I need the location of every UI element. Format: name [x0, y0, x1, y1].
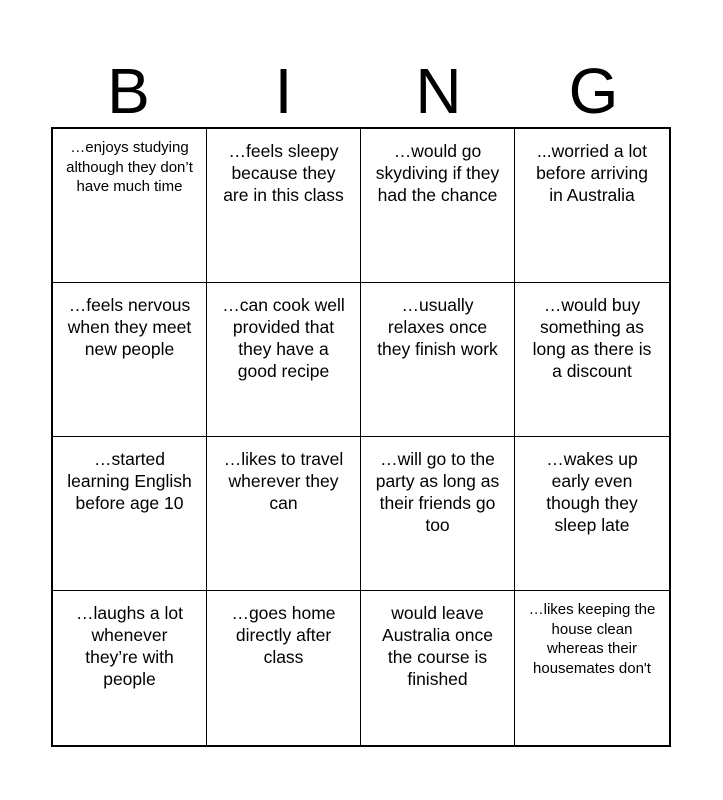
- bingo-cell[interactable]: [515, 591, 669, 745]
- bingo-cell[interactable]: [53, 129, 207, 283]
- bingo-cell[interactable]: [515, 129, 669, 283]
- bingo-cell[interactable]: [361, 591, 515, 745]
- bingo-cell-text: …laughs a lot whenever they’re with people: [75, 603, 183, 689]
- bingo-cell[interactable]: [207, 591, 361, 745]
- header-letter-i: I: [274, 55, 293, 127]
- bingo-header: [51, 55, 671, 127]
- header-letter-n: N: [415, 55, 462, 127]
- bingo-cell[interactable]: [361, 437, 515, 591]
- bingo-cell[interactable]: [207, 437, 361, 591]
- bingo-cell-text: …can cook well provided that they have a good recipe: [222, 295, 345, 381]
- bingo-cell-text: …feels sleepy because they are in this class: [223, 141, 344, 205]
- bingo-cell[interactable]: [515, 437, 669, 591]
- bingo-cell-text: …feels nervous when they meet new people: [67, 295, 192, 359]
- bingo-cell-text: …likes keeping the house clean whereas their housemates don't: [528, 601, 656, 677]
- bingo-cell-text: …would go skydiving if they had the chance: [375, 141, 500, 205]
- bingo-cell[interactable]: [207, 129, 361, 283]
- bingo-cell-text: …started learning English before age 10: [67, 449, 192, 513]
- bingo-cell-text: …would buy something as long as there is a discount: [532, 295, 652, 381]
- bingo-cell-text: …goes home directly after class: [231, 603, 336, 667]
- bingo-cell-text: would leave Australia once the course is finished: [382, 603, 493, 689]
- header-letter-b: B: [107, 55, 150, 127]
- bingo-cell-text: …wakes up early even though they sleep late: [546, 449, 638, 535]
- bingo-cell[interactable]: [361, 283, 515, 437]
- bingo-cell-text: …likes to travel wherever they can: [223, 449, 344, 513]
- bingo-cell[interactable]: [361, 129, 515, 283]
- bingo-cell-text: …usually relaxes once they finish work: [377, 295, 498, 359]
- bingo-cell-text: …enjoys studying although they don’t have much time: [66, 139, 193, 195]
- bingo-cell[interactable]: [53, 591, 207, 745]
- bingo-cell-text: ...worried a lot before arriving in Australia: [536, 141, 648, 205]
- bingo-grid: [51, 127, 671, 747]
- bingo-cell-text: …will go to the party as long as their friends go too: [375, 449, 500, 535]
- bingo-cell[interactable]: [53, 283, 207, 437]
- bingo-cell[interactable]: [53, 437, 207, 591]
- bingo-cell[interactable]: [515, 283, 669, 437]
- bingo-cell[interactable]: [207, 283, 361, 437]
- header-letter-g: G: [568, 55, 619, 127]
